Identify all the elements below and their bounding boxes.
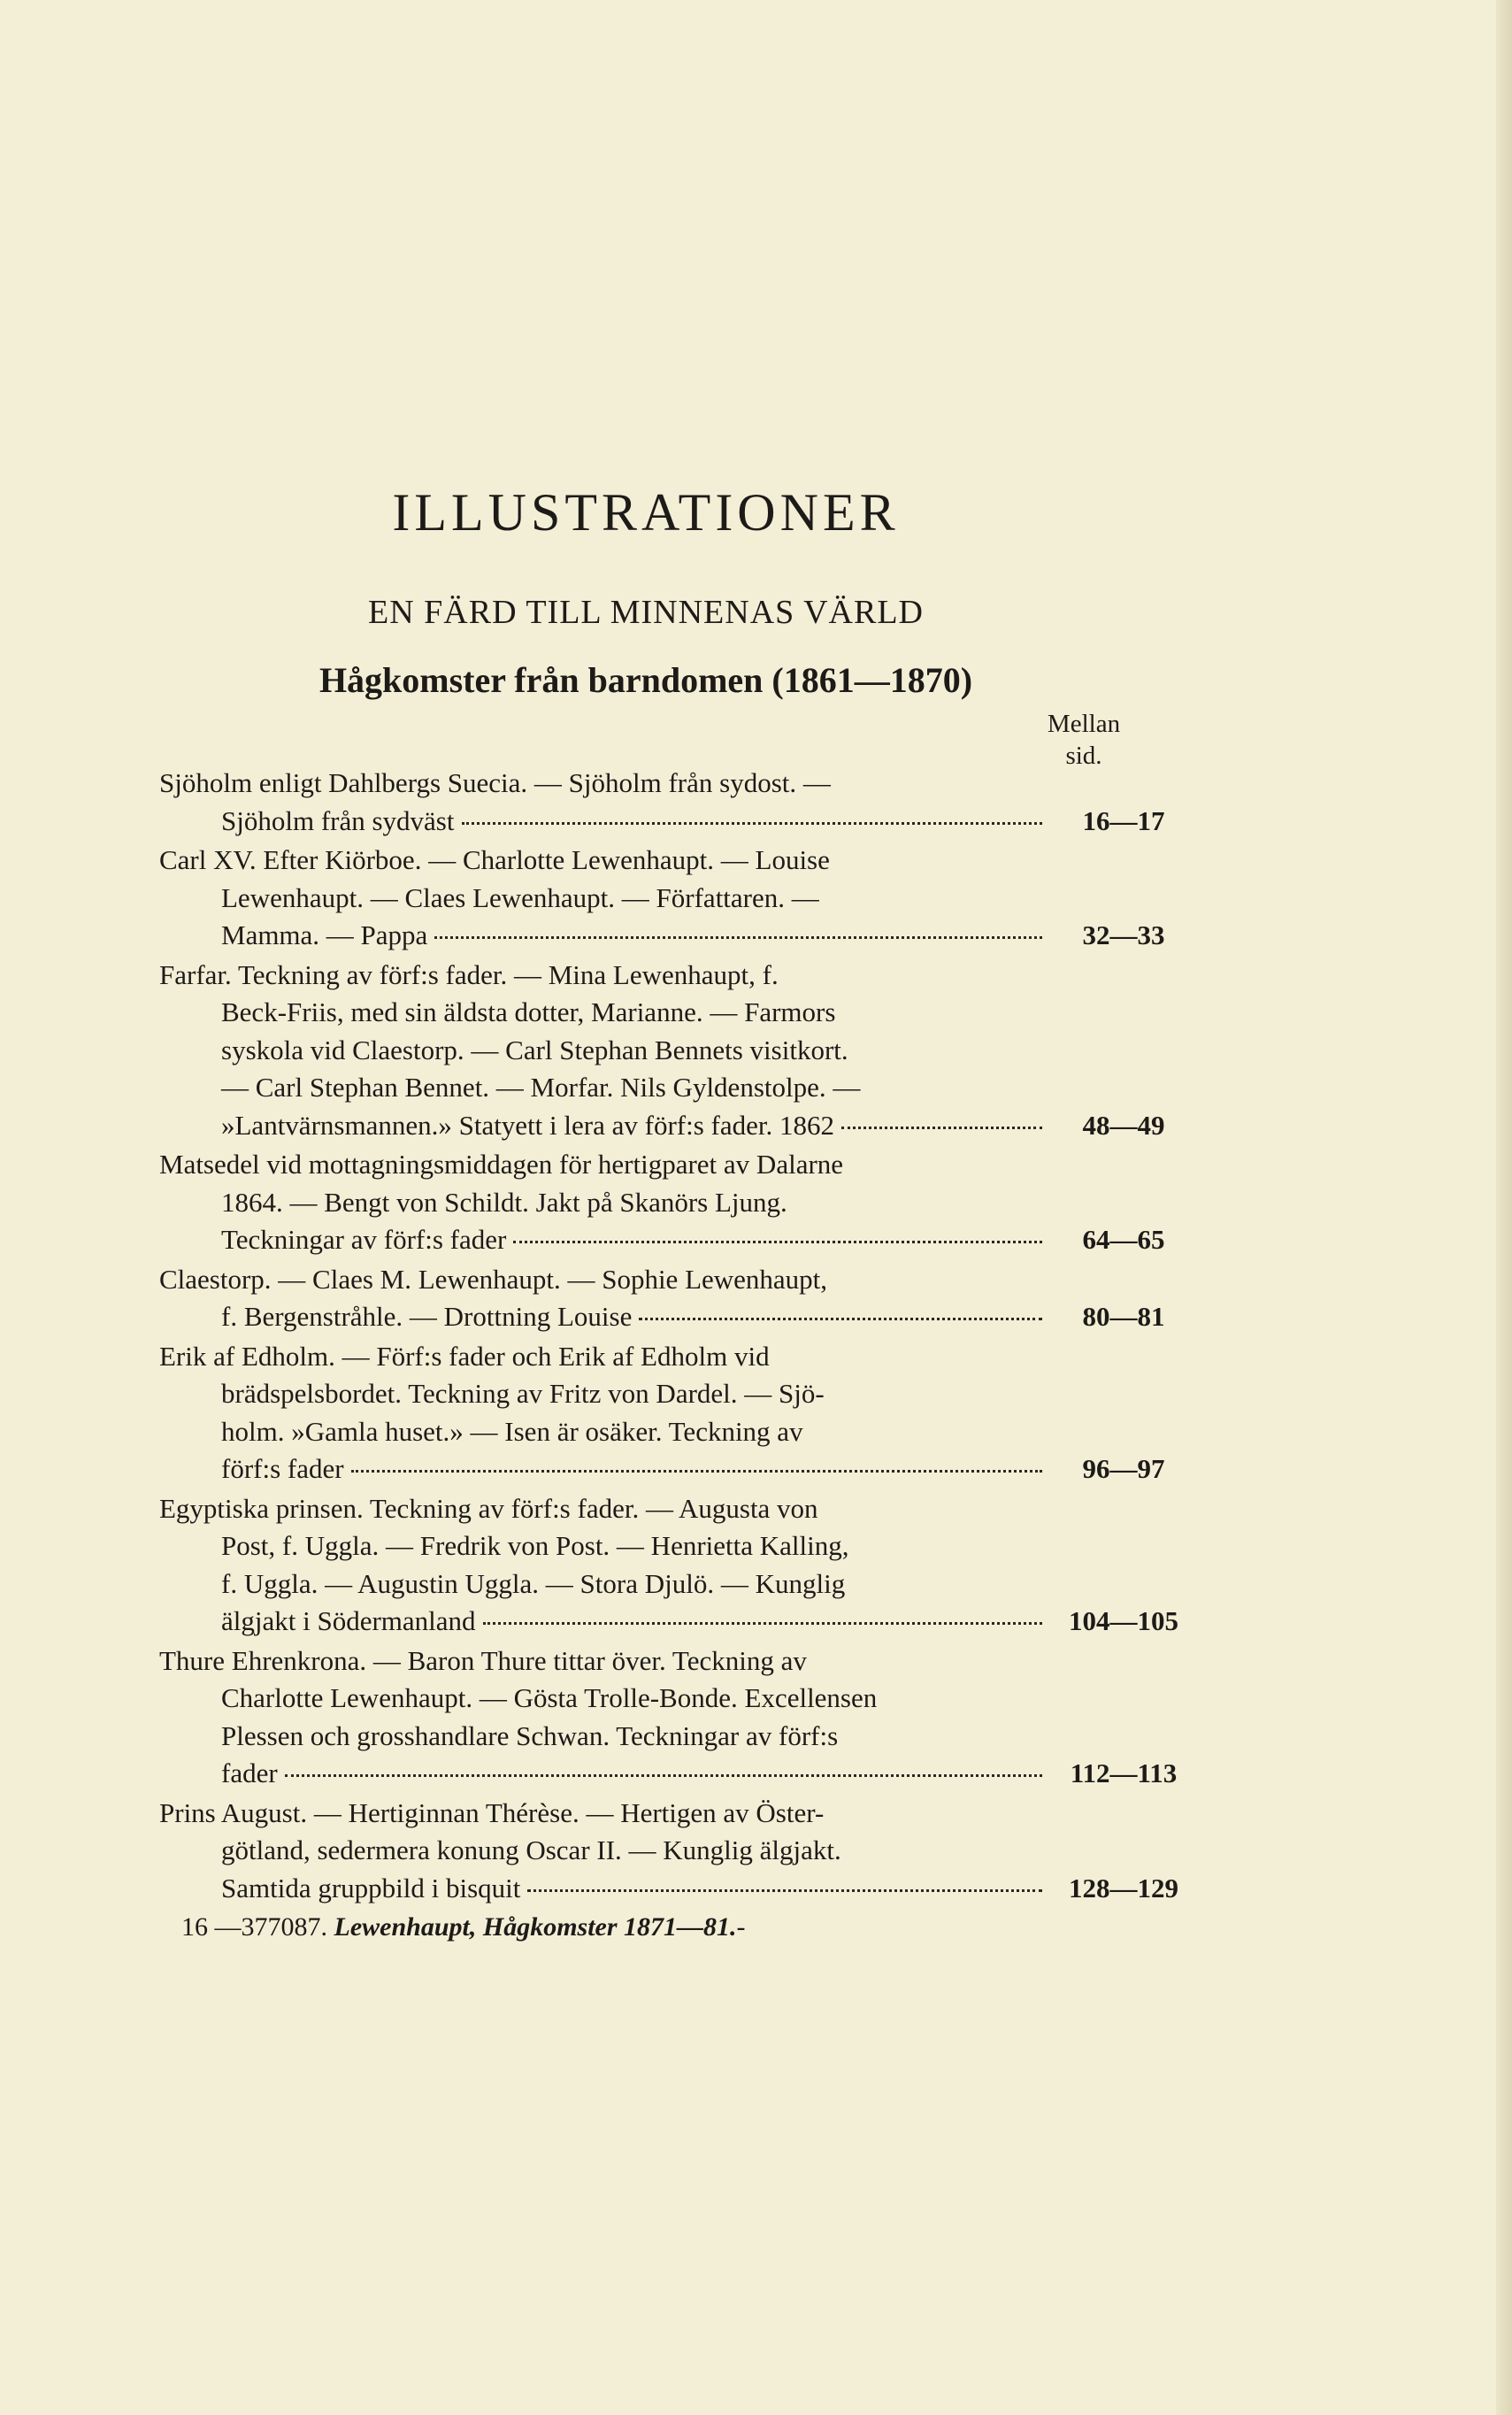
entry-text: holm. »Gamla huset.» — Isen är osäker. Teckning av [221, 1415, 803, 1447]
entry-text: älgjakt i Södermanland [221, 1605, 476, 1636]
entry-line [159, 1107, 1186, 1145]
entry-line [159, 1795, 1186, 1833]
entry-line [159, 1069, 1186, 1107]
entry-text: götland, sedermera konung Oscar II. — Kunglig älgjakt. [221, 1834, 841, 1865]
list-item [159, 765, 1186, 840]
page-range: 96—97 [1082, 1453, 1165, 1484]
entry-line [159, 1146, 1186, 1184]
list-item [159, 1338, 1186, 1488]
entry-line [159, 1832, 1186, 1870]
pages-header-line-1: Mellan [1047, 710, 1121, 738]
entry-text: förf:s fader [221, 1453, 344, 1484]
entry-text: »Lantvärnsmannen.» Statyett i lera av förf:s fader. 1862 [221, 1109, 834, 1141]
entry-text: — Carl Stephan Bennet. — Morfar. Nils Gyldenstolpe. — [221, 1072, 861, 1103]
page-range: 16—17 [1082, 804, 1165, 836]
entry-line [159, 1261, 1186, 1299]
dot-leader [639, 1318, 1042, 1320]
entry-text: Matsedel vid mottagningsmiddagen för hertigparet av Dalarne [159, 1149, 844, 1180]
list-item [159, 1261, 1186, 1336]
entry-text: Sjöholm från sydväst [221, 804, 455, 836]
dot-leader [513, 1241, 1042, 1243]
entry-text: Sjöholm enligt Dahlbergs Suecia. — Sjöholm från sydost. — [159, 767, 831, 798]
list-item [159, 1490, 1186, 1641]
book-subtitle: EN FÄRD TILL MINNENAS VÄRLD [368, 594, 924, 631]
entry-text: Claestorp. — Claes M. Lewenhaupt. — Sophie Lewenhaupt, [159, 1263, 828, 1295]
entry-line [159, 1680, 1186, 1718]
entry-line [159, 1032, 1186, 1070]
entry-line [159, 957, 1186, 995]
entry-text: Farfar. Teckning av förf:s fader. — Mina Lewenhaupt, f. [159, 958, 779, 990]
entry-text: 1864. — Bengt von Schildt. Jakt på Skanörs Ljung. [221, 1186, 787, 1218]
signature-number: 16 —377087. [181, 1912, 327, 1942]
entry-text: fader [221, 1757, 278, 1788]
dot-leader [351, 1470, 1042, 1473]
entry-line [159, 1565, 1186, 1604]
list-item [159, 1795, 1186, 1908]
entry-text: Beck-Friis, med sin äldsta dotter, Marianne. — Farmors [221, 996, 836, 1027]
entry-line [159, 1375, 1186, 1413]
page-title: ILLUSTRATIONER [392, 483, 900, 542]
entry-text: Post, f. Uggla. — Fredrik von Post. — Henrietta Kalling, [221, 1530, 849, 1561]
entry-line [159, 1298, 1186, 1336]
entry-line [159, 917, 1186, 955]
entry-line [159, 994, 1186, 1032]
entry-text: Plessen och grosshandlare Schwan. Teckningar av förf:s [221, 1719, 839, 1751]
entry-text: brädspelsbordet. Teckning av Fritz von Dardel. — Sjö- [221, 1378, 825, 1409]
entry-line [159, 1450, 1186, 1488]
entry-line [159, 803, 1186, 841]
dot-leader [527, 1889, 1042, 1892]
page-range: 104—105 [1069, 1605, 1178, 1636]
entry-text: Carl XV. Efter Kiörboe. — Charlotte Lewenhaupt. — Louise [159, 844, 830, 875]
page-range: 48—49 [1082, 1109, 1165, 1141]
entry-text: f. Bergenstråhle. — Drottning Louise [221, 1301, 633, 1332]
printer-signature-line [181, 1912, 746, 1942]
page-range: 64—65 [1082, 1224, 1165, 1255]
dot-leader [462, 822, 1043, 825]
pages-header-line-2: sid. [1065, 742, 1102, 770]
entry-line [159, 765, 1186, 803]
dot-leader [434, 936, 1042, 939]
entry-text: f. Uggla. — Augustin Uggla. — Stora Djulö. — Kunglig [221, 1567, 846, 1599]
entry-text: Egyptiska prinsen. Teckning av förf:s fader. — Augusta von [159, 1492, 818, 1524]
entry-line [159, 1603, 1186, 1641]
entry-line [159, 1642, 1186, 1681]
entry-text: Charlotte Lewenhaupt. — Gösta Trolle-Bonde. Excellensen [221, 1682, 878, 1713]
list-item [159, 957, 1186, 1145]
entry-line [159, 1718, 1186, 1756]
signature-title: Lewenhaupt, Hågkomster 1871—81. [334, 1912, 737, 1942]
entry-line [159, 1527, 1186, 1565]
entry-text: Teckningar av förf:s fader [221, 1224, 507, 1255]
dot-leader [483, 1622, 1042, 1625]
page-edge [1496, 0, 1512, 2415]
entry-line [159, 842, 1186, 880]
entry-text: syskola vid Claestorp. — Carl Stephan Bennets visitkort. [221, 1034, 848, 1065]
dot-leader [285, 1774, 1042, 1777]
page-range: 32—33 [1082, 919, 1165, 950]
illustration-list [159, 765, 1186, 1909]
page-range: 128—129 [1069, 1872, 1178, 1904]
list-item [159, 1146, 1186, 1259]
entry-text: Samtida gruppbild i bisquit [221, 1872, 521, 1904]
entry-line [159, 1338, 1186, 1376]
entry-line [159, 1221, 1186, 1259]
entry-line [159, 1184, 1186, 1222]
section-title: Hågkomster från barndomen (1861—1870) [319, 660, 973, 700]
entry-text: Mamma. — Pappa [221, 919, 428, 950]
entry-line [159, 880, 1186, 918]
entry-text: Thure Ehrenkrona. — Baron Thure tittar över. Teckning av [159, 1644, 807, 1676]
entry-text: Prins August. — Hertiginnan Thérèse. — Hertigen av Öster- [159, 1796, 825, 1828]
signature-trailing-mark: - [736, 1912, 746, 1942]
list-item [159, 1642, 1186, 1793]
entry-text: Lewenhaupt. — Claes Lewenhaupt. — Författaren. — [221, 881, 819, 913]
list-item [159, 842, 1186, 955]
entry-line [159, 1870, 1186, 1908]
entry-text: Erik af Edholm. — Förf:s fader och Erik af Edholm vid [159, 1340, 770, 1372]
page-range: 80—81 [1082, 1301, 1165, 1332]
entry-line [159, 1413, 1186, 1451]
page-range: 112—113 [1070, 1757, 1178, 1788]
dot-leader [841, 1127, 1042, 1129]
pages-column-header [1026, 708, 1141, 772]
entry-line [159, 1490, 1186, 1528]
entry-line [159, 1755, 1186, 1793]
